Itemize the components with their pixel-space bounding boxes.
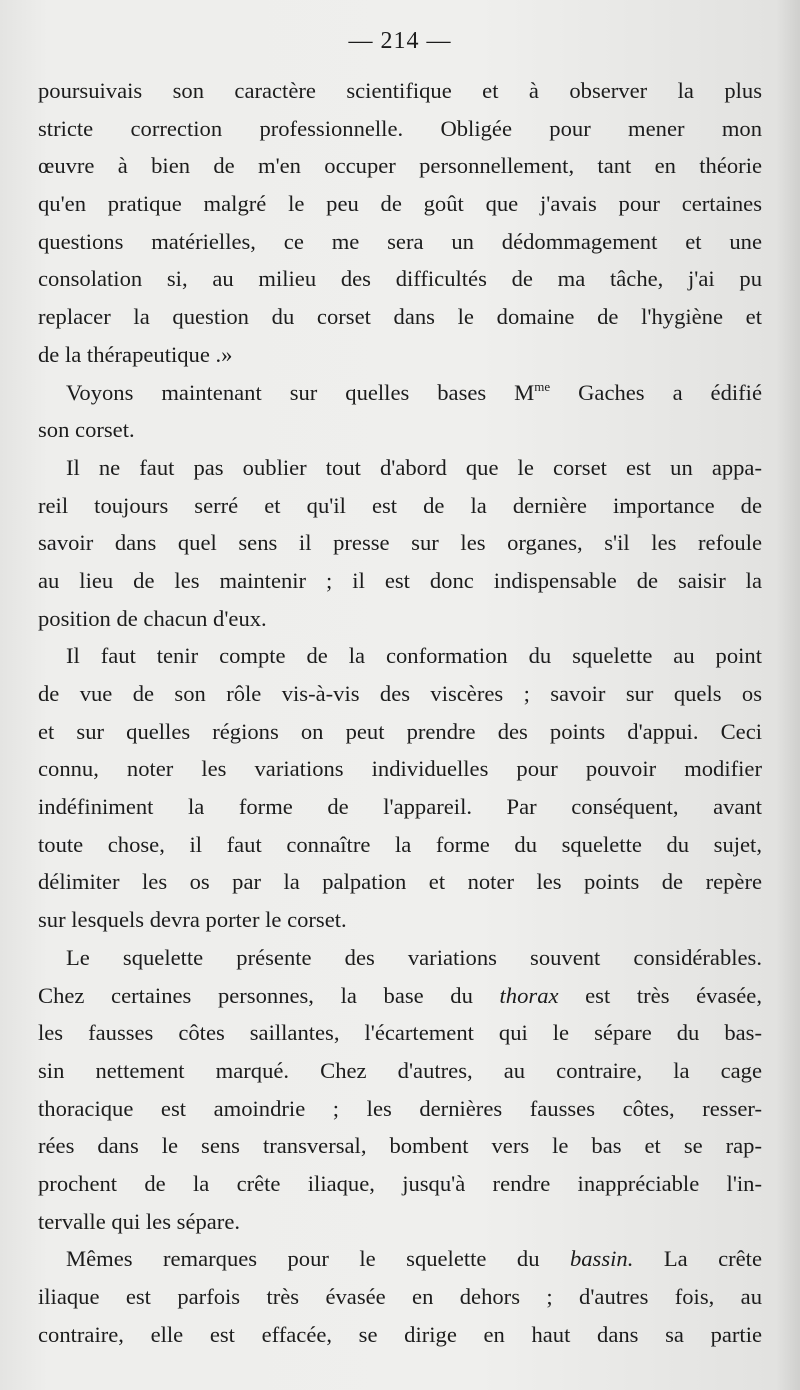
text-line: consolation si, au milieu des difficultés de ma tâche, j'ai pu	[38, 266, 762, 292]
body-text	[38, 72, 762, 1353]
text-line: de la thérapeutique .»	[38, 341, 233, 367]
text-line: thoracique est amoindrie ; les dernières fausses côtes, resser-	[38, 1095, 762, 1121]
text-line: Il faut tenir compte de la conformation du squelette au point	[66, 643, 762, 669]
text-line: rées dans le sens transversal, bombent vers le bas et se rap-	[38, 1133, 762, 1159]
text-line: replacer la question du corset dans le domaine de l'hygiène et	[38, 304, 762, 330]
text-line: œuvre à bien de m'en occuper personnellement, tant en théorie	[38, 153, 762, 179]
text-line: contraire, elle est effacée, se dirige en haut dans sa partie	[38, 1321, 762, 1347]
text-line: Il ne faut pas oublier tout d'abord que le corset est un appa-	[66, 454, 762, 480]
text-line: sin nettement marqué. Chez d'autres, au contraire, la cage	[38, 1057, 762, 1083]
text-line: Le squelette présente des variations souvent considérables.	[66, 944, 762, 970]
text-line: questions matérielles, ce me sera un dédommagement et une	[38, 228, 762, 254]
text-line: connu, noter les variations individuelles pour pouvoir modifier	[38, 756, 762, 782]
text-line: sur lesquels devra porter le corset.	[38, 907, 347, 933]
text-line: qu'en pratique malgré le peu de goût que j'avais pour certaines	[38, 191, 762, 217]
text-line: de vue de son rôle vis-à-vis des viscères ; savoir sur quels os	[38, 681, 762, 706]
text-line: poursuivais son caractère scientifique et à observer la plus	[38, 78, 762, 103]
text-line: Voyons maintenant sur quelles bases $M^{me}$ Gaches a édifié	[66, 378, 762, 405]
text-line: reil toujours serré et qu'il est de la dernière importance de	[38, 492, 762, 518]
text-line: Mêmes remarques pour le squelette du bassin. La crête	[66, 1246, 762, 1272]
text-line: iliaque est parfois très évasée en dehors ; d'autres fois, au	[38, 1284, 762, 1309]
text-line: toute chose, il faut connaître la forme du squelette du sujet,	[38, 831, 762, 857]
text-line: les fausses côtes saillantes, l'écartement qui le sépare du bas-	[38, 1020, 762, 1046]
text-line: stricte correction professionnelle. Obligée pour mener mon	[38, 115, 762, 141]
text-line: prochent de la crête iliaque, jusqu'à rendre inappréciable l'in-	[38, 1170, 762, 1196]
text-line: son corset.	[38, 417, 135, 443]
text-line: et sur quelles régions on peut prendre des points d'appui. Ceci	[38, 718, 762, 744]
text-line: position de chacun d'eux.	[38, 605, 267, 631]
text-line: tervalle qui les sépare.	[38, 1208, 240, 1234]
text-line: Chez certaines personnes, la base du thorax est très évasée,	[38, 982, 762, 1008]
text-line: savoir dans quel sens il presse sur les organes, s'il les refoule	[38, 530, 762, 556]
text-line: indéfiniment la forme de l'appareil. Par conséquent, avant	[38, 794, 762, 820]
text-line: au lieu de les maintenir ; il est donc indispensable de saisir la	[38, 567, 762, 593]
text-line: délimiter les os par la palpation et noter les points de repère	[38, 869, 762, 895]
page-number: — 214 —	[348, 28, 452, 54]
